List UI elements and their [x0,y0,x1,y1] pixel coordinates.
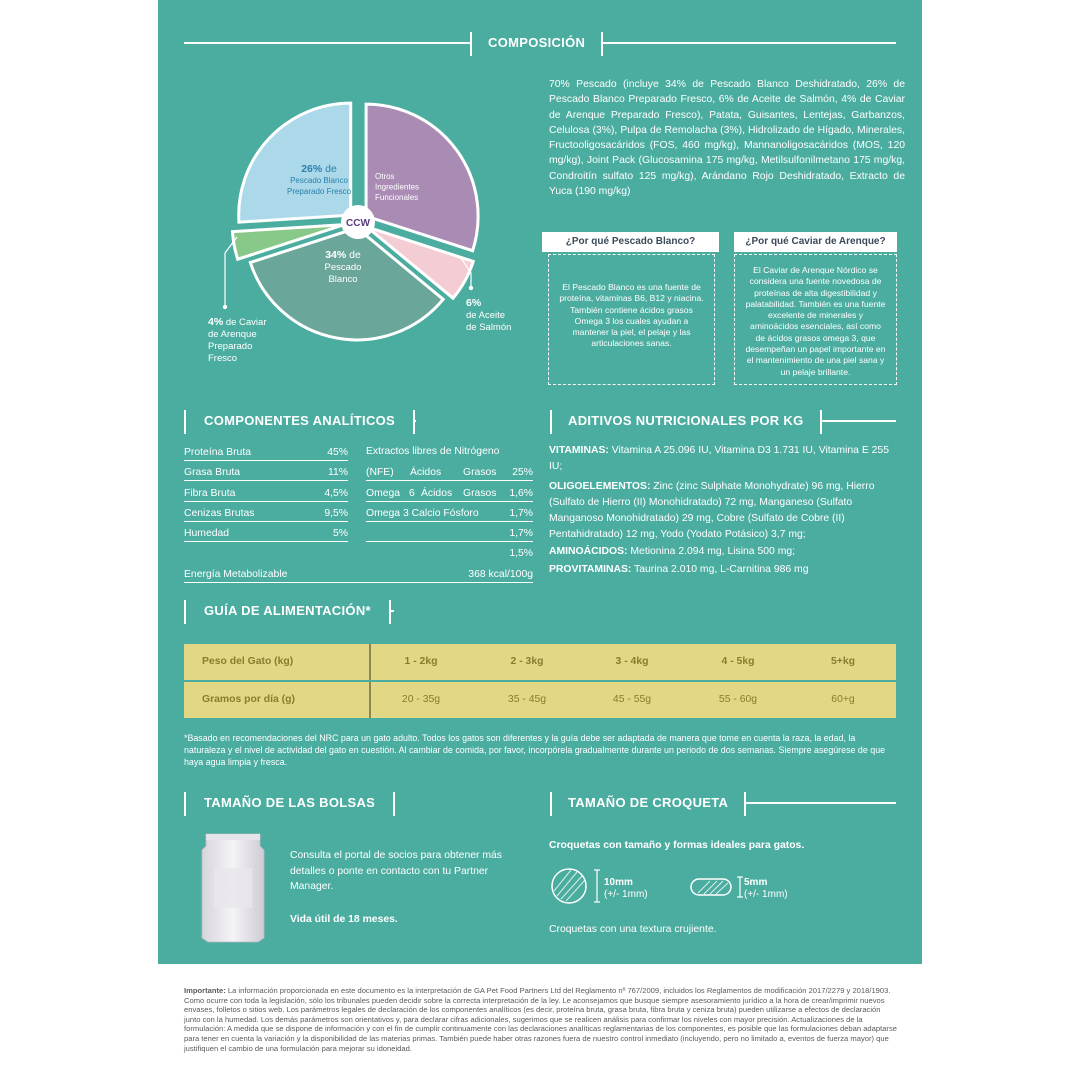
nfe-label: Extractos libres de Nitrógeno [366,446,500,457]
feeding-header [184,600,394,620]
pie-label: 4% de Caviar de Arenque Preparado Fresco [208,316,267,364]
why-herring-caviar-text: El Caviar de Arenque Nórdico se considera una fuente novedosa de proteínas de alta digestibilidad y palatabilidad. También es una fuente excelente de minerales y aminoácidos esenciales, así como de ácidos grasos omega 3, que desempeñan un papel importante en el mantenimiento de una piel sana y un pelaje brillante. [745,265,886,377]
kibble-size-1: 10mm (+/- 1mm) [604,877,648,900]
provitamins-line: PROVITAMINAS: Taurina 2.010 mg, L-Carnitina 986 mg [549,564,809,575]
additives-title: ADITIVOS NUTRICIONALES POR KG [550,410,822,434]
bag-icon [200,832,266,944]
feeding-title: GUÍA DE ALIMENTACIÓN* [184,600,391,624]
trace-elements-line: OLIGOELEMENTOS: Zinc (zinc Sulphate Monohydrate) 96 mg, Hierro (Sulfato de Hierro (II) Monohidratado) 72 mg, Manganeso (Sulfato Manganoso Monohidratado) 29 mg, Cobre (Sulfato de Cobre (II) Pentahidratado) 12 mg, Yodo (Yodato Potásico) 3,7 mg; [549,481,875,540]
pie-label: 26% de Pescado Blanco Preparado Fresco [286,163,352,196]
bags-header [184,792,390,812]
pie-center-label: CCW [346,218,370,229]
weight-cell: 3 - 4kg [615,656,649,667]
analytic-value: 11% [327,467,348,479]
pie-leader-dot [469,286,473,290]
grams-row-label: Gramos por día (g) [202,694,295,705]
additives-list [549,443,905,578]
analytic-value: 45% [327,447,348,458]
grams-cell: 55 - 60g [718,694,758,705]
disclaimer-label: Importante: [184,986,226,995]
why-herring-caviar-box [734,254,897,385]
weight-cell: 5+kg [831,656,855,667]
composition-pie-chart [208,95,545,385]
pie-label: 6% de Aceite de Salmón [466,297,512,333]
why-herring-caviar-title: ¿Por qué Caviar de Arenque? [734,232,897,252]
omega6-row: Omega 6 Ácidos Grasos 1,6% [366,487,533,502]
why-white-fish-title: ¿Por qué Pescado Blanco? [542,232,719,252]
energy-label: Energía Metabolizable [184,569,288,580]
kibble-description: Croquetas con tamaño y formas ideales para gatos. [549,840,805,851]
weight-cell: 4 - 5kg [721,656,755,667]
analytic-row [184,507,348,522]
kibble-texture: Croquetas con una textura crujiente. [549,924,717,935]
omega6-value: 1,6% [509,488,533,499]
feeding-note: *Basado en recomendaciones del NRC para un gato adulto. Todos los gatos son diferentes y la guía debe ser adaptada de manera que tome en cuenta la raza, la edad, la naturaleza y el nivel de actividad del gato en cuestión. Al cambiar de comida, por favor, incorpórela gradualmente durante un periodo de dos semanas. Siempre asegúrese de que haya agua limpia y fresca. [184,733,886,767]
pie-label: 34% de Pescado Blanco [324,249,362,285]
analytic-name: Proteína Bruta [184,447,252,458]
weight-cell: 2 - 3kg [510,656,544,667]
why-white-fish-text: El Pescado Blanco es una fuente de proteína, vitaminas B6, B12 y niacina. También contiene ácidos grasos Omega 3 los cuales ayudan a mantener la piel, el pelaje y las articulaciones sanas. [559,282,704,349]
analytic-name: Grasa Bruta [184,467,241,479]
composition-title: COMPOSICIÓN [470,32,603,56]
analytic-row [184,446,348,461]
pie-leader-dot [223,305,227,309]
analytic-row [184,466,348,481]
grams-cell: 60+g [831,694,855,705]
analytic-value: 5% [332,528,348,540]
kibble-header [550,792,896,812]
additives-header [550,410,896,430]
energy-value: 368 kcal/100g [468,569,533,580]
round-kibble-icon [549,866,601,906]
flat-kibble-icon [688,872,744,902]
why-white-fish-box [548,254,715,385]
analytics-header [184,410,416,430]
energy-row [184,568,533,583]
grams-cell: 20 - 35g [401,694,441,705]
kibble-title: TAMAÑO DE CROQUETA [550,792,746,816]
bags-title: TAMAÑO DE LAS BOLSAS [184,792,395,816]
disclaimer-text: La información proporcionada en este documento es la interpretación de GA Pet Food Partners Ltd del Reglamento nº 767/2009, incluidos los Reglamentos de modificación 2017/2279 y 2018/1903. Como ocurre con toda la legislación, sólo los tribunales pueden decidir sobre la correcta interpretación de la ley. Le aconsejamos que busque siempre asesoramiento jurídico a la hora de crear/imprimir nuevos envases, folletos o sitios web. Los parámetros legales de declaración de los componentes analíticos (es decir, proteína bruta, grasa bruta, fibra bruta y ceniza bruta) pueden utilizarse a efectos de declaración junto con la humedad. Los demás parámetros son orientativos y, para declarar cifras adicionales, sugerimos que se realicen análisis para confirmar los niveles con mayor precisión. Actualizaciones de la formulación: A medida que se dispone de información y con el fin de cumplir continuamente con las declaraciones analíticas reglamentarias de los componentes, es posible que las formulaciones deban adaptarse para tener en cuenta la variación y la disponibilidad de las materias primas. También puede haber otras razones fuera de nuestro control inmediato (incluyendo, pero no limitado a, eventos de fuerza mayor) que justifiquen el cambio de una formulación para mejorar su idoneidad. [184,986,897,1053]
pie-label: Otros Ingredientes Funcionales [375,172,420,202]
composition-text: 70% Pescado (incluye 34% de Pescado Blanco Deshidratado, 26% de Pescado Blanco Preparado Fresco, 6% de Aceite de Salmón, 4% de Caviar de Arenque Preparado Fresco), Patata, Guisantes, Lentejas, Garbanzos, Celulosa (3%), Pulpa de Remolacha (3%), Hidrolizado de Hígado, Minerales, Fructooligosacáridos (FOS, 460 mg/kg), Mannanoligosacáridos (MOS, 120 mg/kg), Joint Pack (Glucosamina 175 mg/kg, Metilsulfonilmetano 175 mg/kg, Condroitín sulfato 125 mg/kg), Arándano Rojo Deshidratado, Extracto de Yuca (190 mg/kg) [549,79,905,198]
extra-value-1: 1,7% [366,527,533,542]
analytic-value: 9,5% [324,507,348,519]
grams-cell: 35 - 45g [507,694,547,705]
nfe-value: 25% [512,467,533,478]
shelf-life: Vida útil de 18 meses. [290,914,398,925]
analytic-name: Humedad [184,528,230,540]
disclaimer [184,986,898,1053]
bags-text: Consulta el portal de socios para obtener más detalles o ponte en contacto con tu Partner Manager. [290,850,502,892]
omega3-value: 1,7% [509,508,533,519]
amino-acids-line: AMINOÁCIDOS: Metionina 2.094 mg, Lisina 500 mg; [549,546,796,557]
analytic-row [184,487,348,502]
analytics-title: COMPONENTES ANALÍTICOS [184,410,415,434]
weight-row-label: Peso del Gato (kg) [202,656,294,667]
analytic-row [184,527,348,542]
grams-row [184,682,896,718]
nfe-row: (NFE) Ácidos Grasos 25% [366,466,533,481]
analytic-name: Cenizas Brutas [184,507,255,519]
vitamins-line: VITAMINAS: Vitamina A 25.096 IU, Vitamina D3 1.731 IU, Vitamina E 255 IU; [549,445,889,472]
weight-cell: 1 - 2kg [404,656,438,667]
extra-value-2: 1,5% [509,548,533,559]
analytic-name: Fibra Bruta [184,487,236,499]
grams-cell: 45 - 55g [612,694,652,705]
omega3-row: Omega 3 Calcio Fósforo 1,7% [366,507,533,522]
weight-row [184,644,896,680]
composition-header [184,32,896,52]
analytic-value: 4,5% [324,487,348,499]
kibble-size-2: 5mm (+/- 1mm) [744,877,788,900]
